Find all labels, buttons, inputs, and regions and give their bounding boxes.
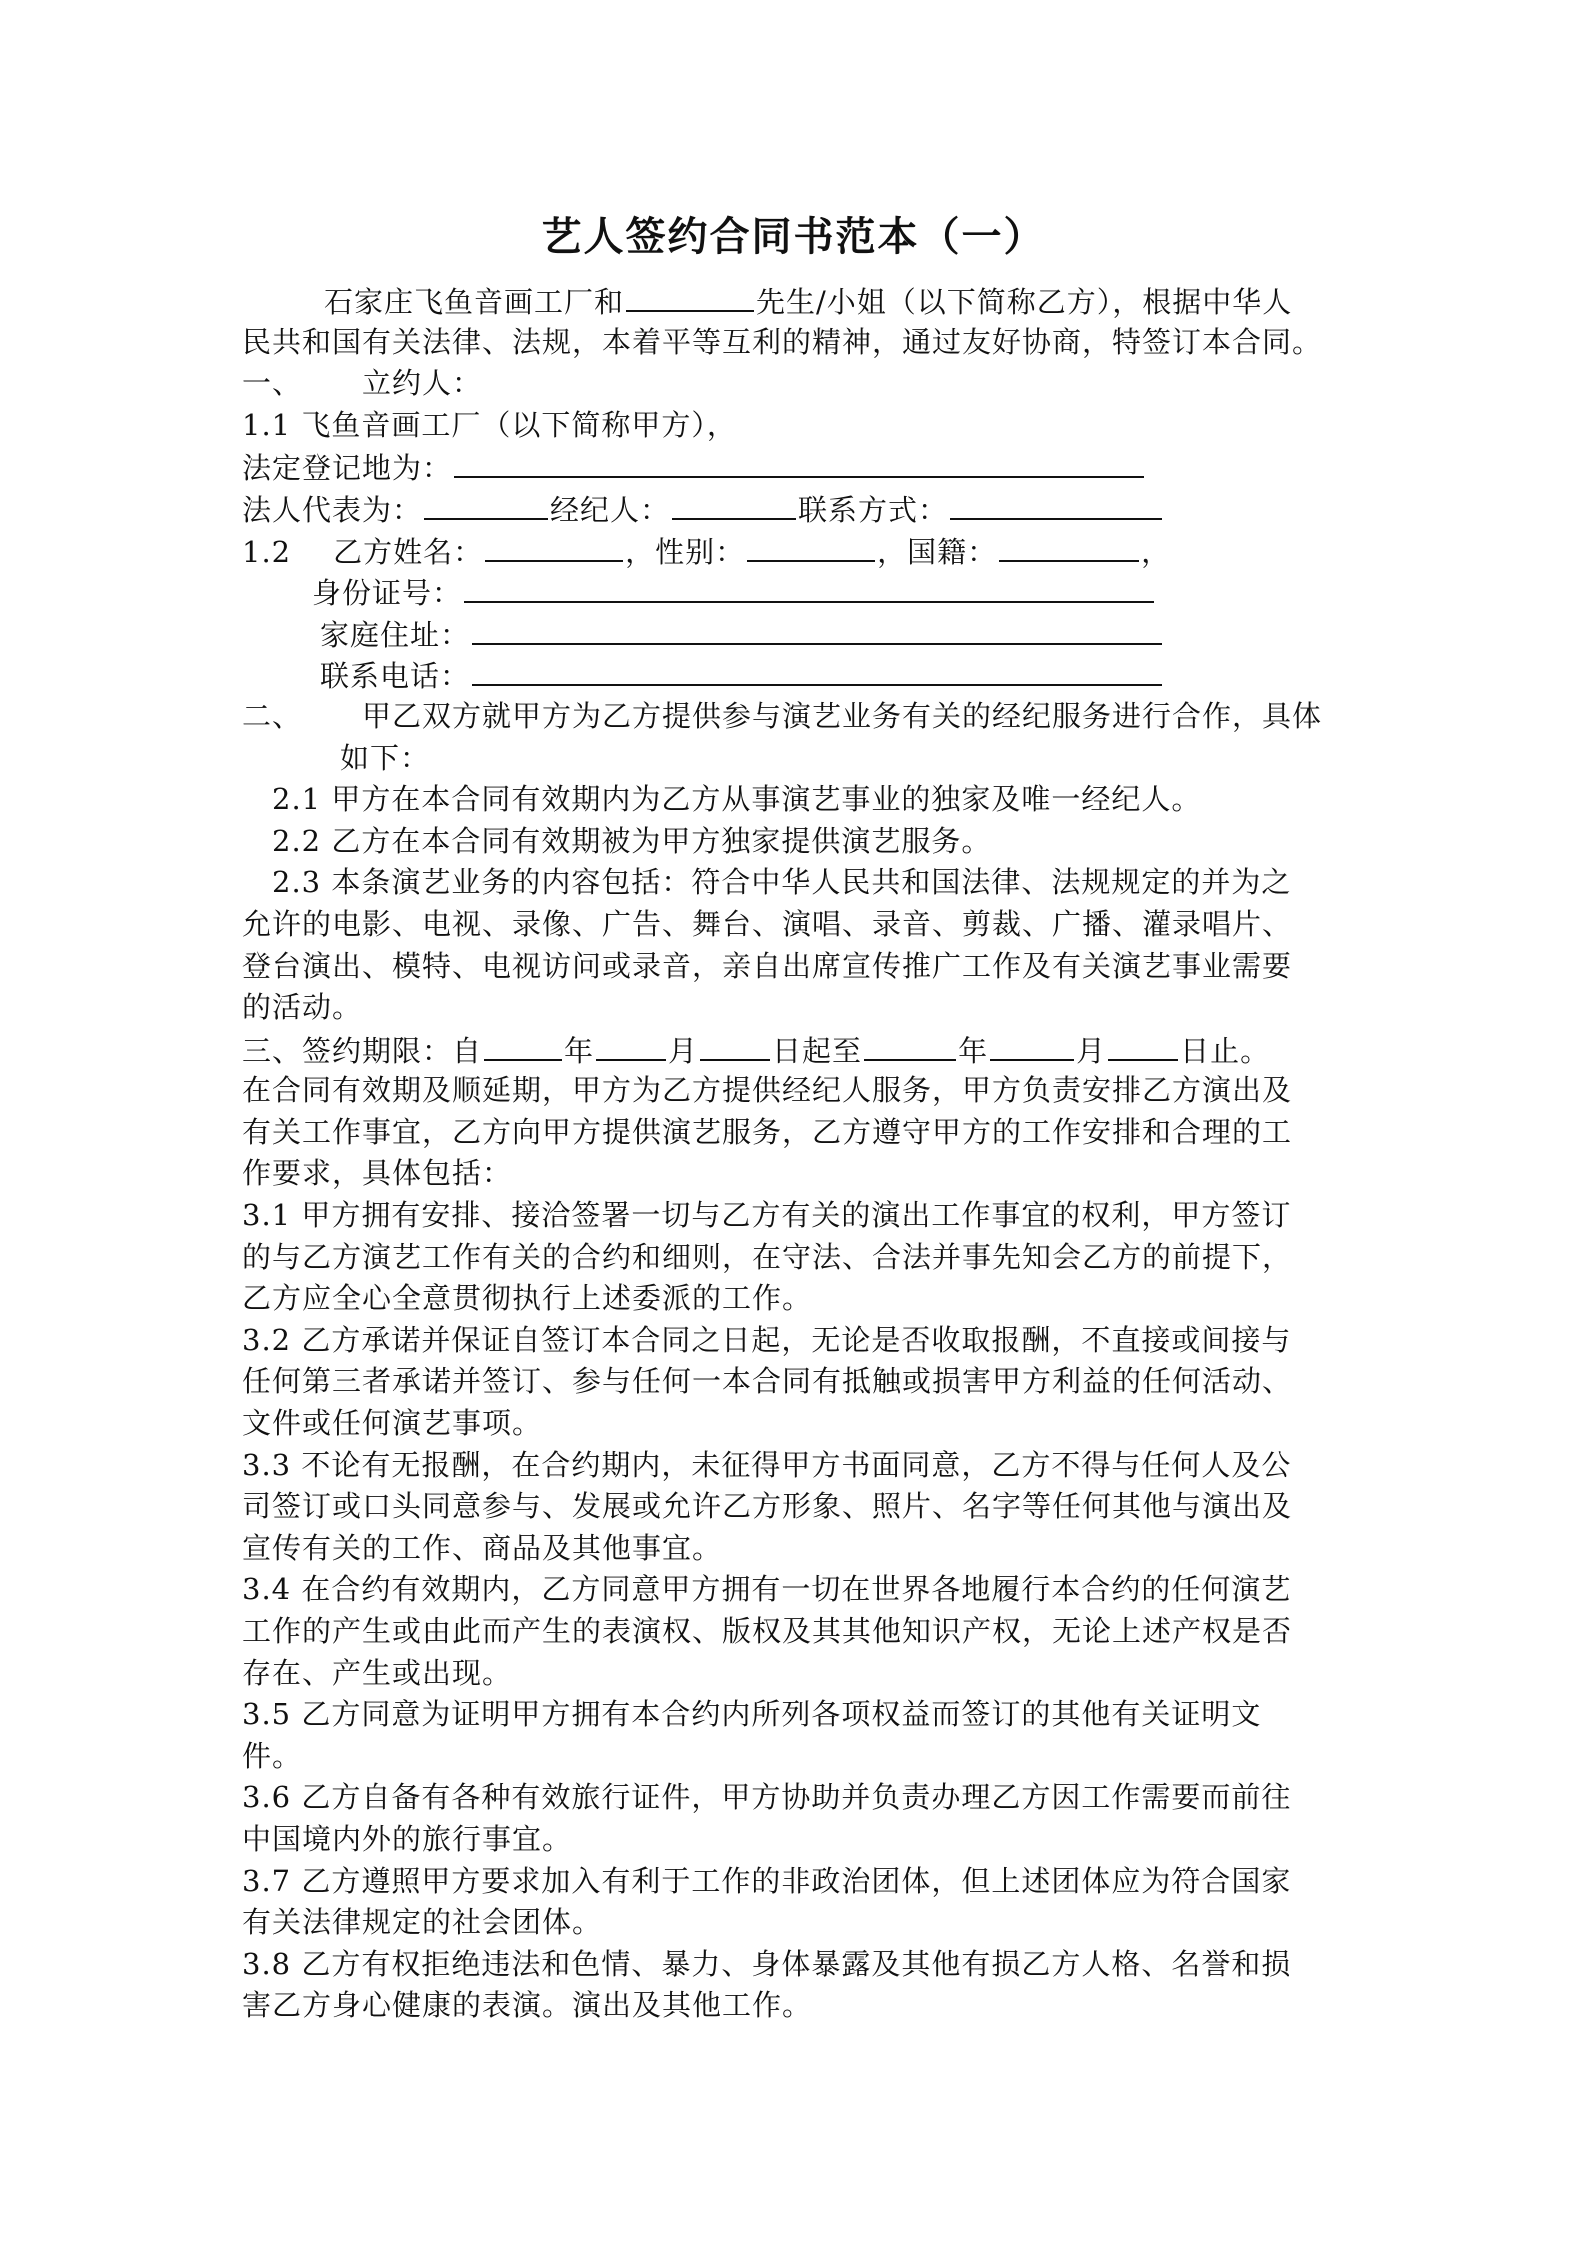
section-1-title: 立约人：: [362, 366, 483, 401]
start-day-blank[interactable]: [700, 1029, 770, 1061]
clause-2-3-line-1: 2.3 本条演艺业务的内容包括：符合中华人民共和国法律、法规规定的并为之: [272, 865, 1292, 900]
legal-rep-blank[interactable]: [424, 488, 548, 520]
address-blank[interactable]: [472, 613, 1162, 645]
intro-text-b: 先生/小姐（以下简称乙方），根据中华人: [756, 285, 1293, 319]
registration-line: [242, 446, 1354, 488]
clause-3-2-line-2: 任何第三者承诺并签订、参与任何一本合同有抵触或损害甲方利益的任何活动、: [242, 1364, 1293, 1399]
contact-blank[interactable]: [950, 488, 1162, 520]
start-year-blank[interactable]: [484, 1029, 562, 1061]
clause-3-7-line-2: 有关法律规定的社会团体。: [242, 1905, 603, 1940]
id-label: 身份证号：: [312, 576, 463, 611]
section-3-line-4: 作要求，具体包括：: [242, 1156, 513, 1191]
representative-line: [242, 488, 1354, 530]
section-1-heading: [242, 363, 1354, 405]
section-1-number: 一、: [242, 366, 303, 401]
clause-2-2: 2.2 乙方在本合同有效期被为甲方独家提供演艺服务。: [272, 823, 992, 858]
artist-name-blank[interactable]: [626, 280, 754, 312]
clause-3-4-line-1: 3.4 在合约有效期内，乙方同意甲方拥有一切在世界各地履行本合约的任何演艺: [242, 1572, 1292, 1607]
clause-3-5-line-1: 3.5 乙方同意为证明甲方拥有本合约内所列各项权益而签订的其他有关证明文: [242, 1697, 1262, 1732]
clause-3-5-line-2: 件。: [242, 1738, 303, 1773]
clause-3-2-line-3: 文件或任何演艺事项。: [242, 1406, 543, 1441]
from-label: 日起至: [772, 1033, 863, 1068]
clause-3-1-line-2: 的与乙方演艺工作有关的合约和细则，在守法、合法并事先知会乙方的前提下，: [242, 1239, 1293, 1274]
clause-3-4-line-3: 存在、产生或出现。: [242, 1655, 513, 1690]
clause-2-1: 2.1 甲方在本合同有效期内为乙方从事演艺事业的独家及唯一经纪人。: [272, 782, 1202, 817]
clause-3-2-line-1: 3.2 乙方承诺并保证自签订本合同之日起，无论是否收取报酬，不直接或间接与: [242, 1322, 1292, 1357]
legal-rep-label: 法人代表为：: [242, 492, 423, 527]
contact-label: 联系方式：: [798, 492, 949, 527]
clause-3-3-line-3: 宣传有关的工作、商品及其他事宜。: [242, 1530, 723, 1565]
phone-blank[interactable]: [472, 654, 1162, 686]
end-year-blank[interactable]: [864, 1029, 956, 1061]
section-2-heading: [242, 696, 1354, 738]
document-title: 艺人签约合同书范本（一）: [541, 213, 1046, 260]
month-label: 月: [668, 1033, 699, 1068]
term-line: [242, 1029, 1354, 1071]
end-month-blank[interactable]: [990, 1029, 1074, 1061]
section-3-line-3: 有关工作事宜，乙方向甲方提供演艺服务，乙方遵守甲方的工作安排和合理的工: [242, 1114, 1293, 1149]
start-month-blank[interactable]: [596, 1029, 666, 1061]
party-b-line: [242, 530, 1354, 572]
clause-2-3-line-3: 登台演出、模特、电视访问或录音，亲自出席宣传推广工作及有关演艺事业需要: [242, 948, 1293, 983]
nationality-blank[interactable]: [999, 530, 1139, 562]
section-2-number: 二、: [242, 698, 303, 733]
comma: ，: [1141, 534, 1172, 569]
to-label: 日止。: [1180, 1033, 1271, 1068]
section-2-heading-cont: 如下：: [340, 740, 431, 775]
clause-3-3-line-1: 3.3 不论有无报酬，在合约期内，未征得甲方书面同意，乙方不得与任何人及公: [242, 1447, 1292, 1482]
clause-3-1-line-1: 3.1 甲方拥有安排、接洽签署一切与乙方有关的演出工作事宜的权利，甲方签订: [242, 1198, 1292, 1233]
phone-line: [242, 654, 1354, 696]
nationality-label: ，国籍：: [877, 534, 998, 569]
name-label: 乙方姓名：: [333, 534, 484, 569]
clause-3-8-line-1: 3.8 乙方有权拒绝违法和色情、暴力、身体暴露及其他有损乙方人格、名誉和损: [242, 1946, 1292, 1981]
clause-3-4-line-2: 工作的产生或由此而产生的表演权、版权及其其他知识产权，无论上述产权是否: [242, 1614, 1293, 1648]
end-day-blank[interactable]: [1108, 1029, 1178, 1061]
year-label-2: 年: [958, 1033, 989, 1068]
intro-line-1: [242, 280, 1354, 322]
clause-3-7-line-1: 3.7 乙方遵照甲方要求加入有利于工作的非政治团体，但上述团体应为符合国家: [242, 1863, 1292, 1898]
term-label: 三、签约期限：自: [242, 1033, 483, 1068]
name-blank[interactable]: [485, 530, 623, 562]
registration-blank[interactable]: [454, 446, 1144, 478]
gender-blank[interactable]: [747, 530, 875, 562]
intro-line-2: 民共和国有关法律、法规，本着平等互利的精神，通过友好协商，特签订本合同。: [242, 324, 1323, 359]
document-body: [242, 280, 1354, 2027]
agent-blank[interactable]: [672, 488, 796, 520]
year-label: 年: [564, 1033, 595, 1068]
intro-text-a: 石家庄飞鱼音画工厂和: [324, 285, 625, 319]
clause-3-1-line-3: 乙方应全心全意贯彻执行上述委派的工作。: [242, 1281, 813, 1316]
phone-label: 联系电话：: [320, 659, 471, 694]
registration-label: 法定登记地为：: [242, 451, 453, 486]
clause-1-1: 1.1 飞鱼音画工厂（以下简称甲方），: [242, 407, 737, 442]
agent-label: 经纪人：: [550, 492, 671, 527]
address-label: 家庭住址：: [320, 617, 471, 652]
clause-1-2-number: 1.2: [242, 534, 292, 569]
address-line: [242, 613, 1354, 655]
id-line: [242, 571, 1354, 613]
section-3-line-2: 在合同有效期及顺延期，甲方为乙方提供经纪人服务，甲方负责安排乙方演出及: [242, 1073, 1293, 1108]
clause-2-3-line-2: 允许的电影、电视、录像、广告、舞台、演唱、录音、剪裁、广播、灌录唱片、: [242, 906, 1293, 941]
gender-label: ，性别：: [625, 534, 746, 569]
clause-3-3-line-2: 司签订或口头同意参与、发展或允许乙方形象、照片、名字等任何其他与演出及: [242, 1489, 1293, 1524]
id-blank[interactable]: [464, 571, 1154, 603]
clause-3-6-line-1: 3.6 乙方自备有各种有效旅行证件，甲方协助并负责办理乙方因工作需要而前往: [242, 1780, 1292, 1815]
clause-3-6-line-2: 中国境内外的旅行事宜。: [242, 1821, 573, 1856]
section-2-title: 甲乙双方就甲方为乙方提供参与演艺业务有关的经纪服务进行合作，具体: [362, 698, 1323, 733]
month-label-2: 月: [1076, 1033, 1107, 1068]
clause-2-3-line-4: 的活动。: [242, 990, 363, 1025]
clause-3-8-line-2: 害乙方身心健康的表演。演出及其他工作。: [242, 1988, 813, 2023]
